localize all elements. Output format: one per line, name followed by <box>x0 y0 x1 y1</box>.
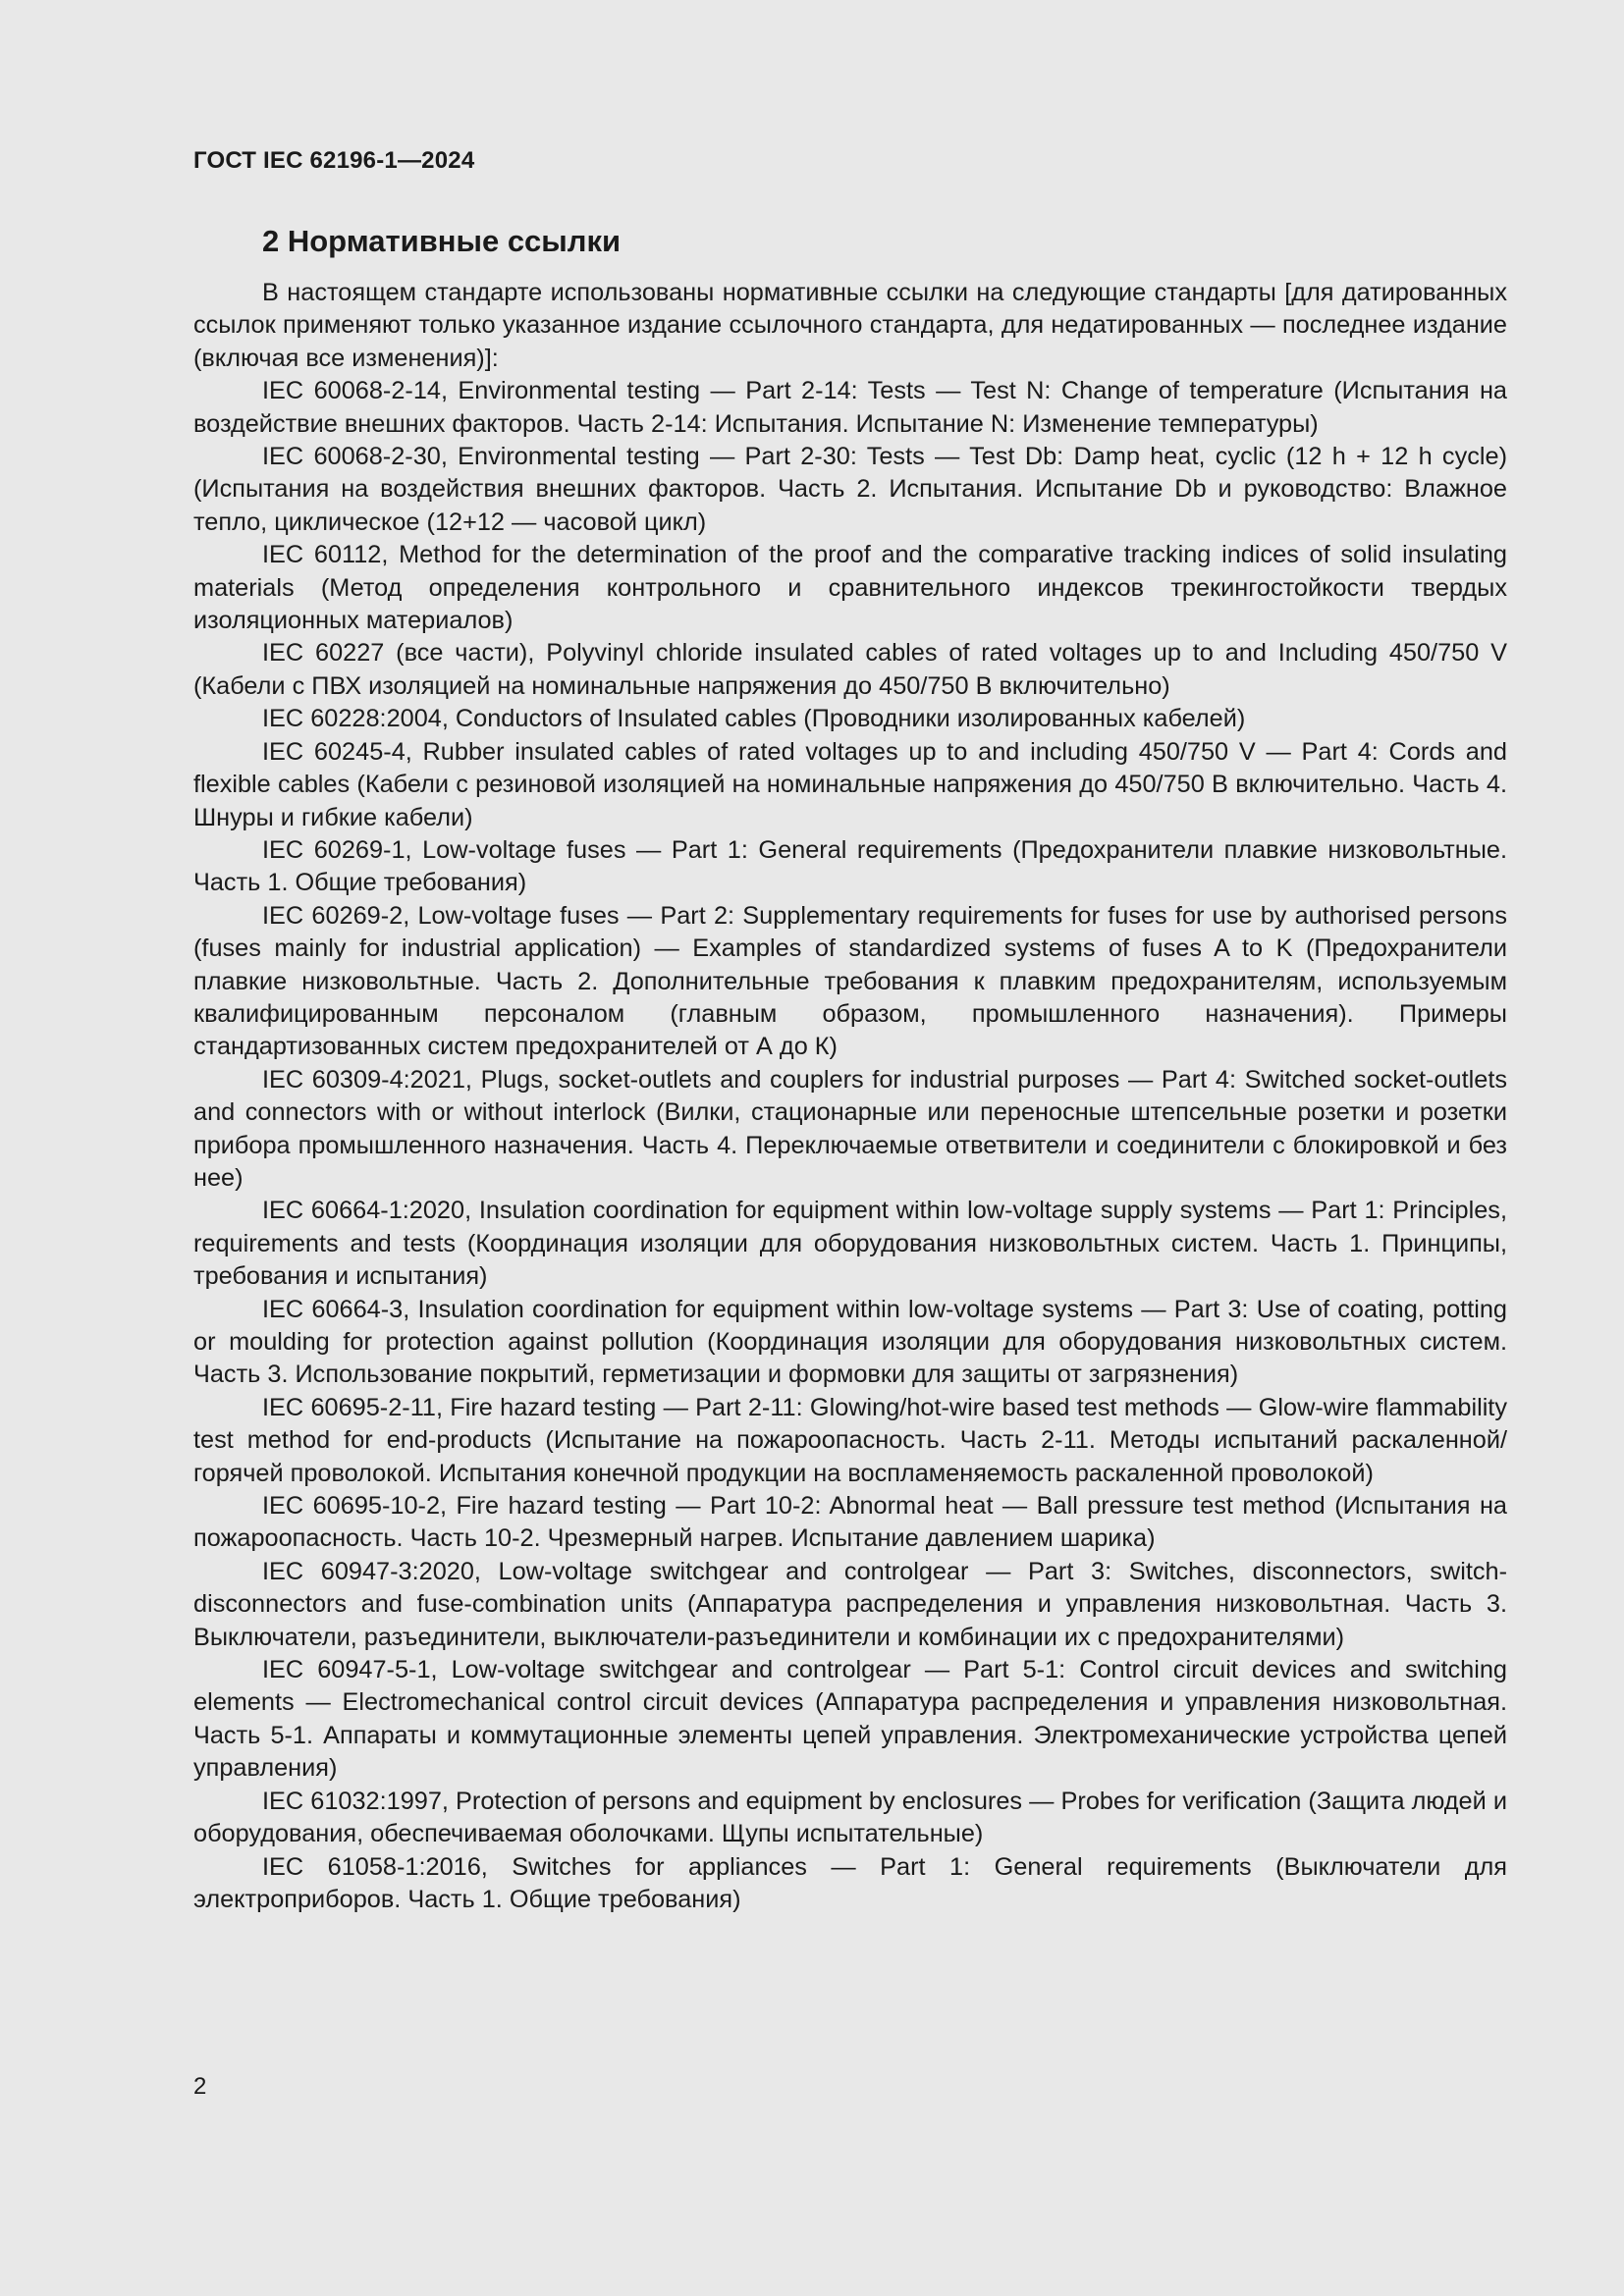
reference-item: IEC 60228:2004, Conductors of Insulated cables (Проводники изолированных кабелей) <box>262 705 1246 733</box>
reference-item: IEC 60664-1:2020, Insulation coordination for equipment within low-voltage supply systems — Part 1: Principles, requirements and tests (Координация изоляции для оборудования низковольтных систем. Часть 1. Принципы, требования и испытания) <box>193 1197 1507 1291</box>
reference-item: IEC 61058-1:2016, Switches for appliances — Part 1: General requirements (Выключатели для электроприборов. Часть 1. Общие требования) <box>193 1852 1507 1913</box>
normative-references-section <box>193 222 1507 1916</box>
reference-item: IEC 61032:1997, Protection of persons and equipment by enclosures — Probes for verification (Защита людей и оборудования, обеспечиваемая оболочками. Щупы испытательные) <box>193 1787 1507 1848</box>
intro-paragraph: В настоящем стандарте использованы нормативные ссылки на следующие стандарты [для датированных ссылок применяют только указанное издание ссылочного стандарта, для недатированных — последнее издание (включая все изменения)]: <box>193 279 1507 372</box>
reference-item: IEC 60269-1, Low-voltage fuses — Part 1: General requirements (Предохранители плавкие низковольтные. Часть 1. Общие требования) <box>193 835 1507 897</box>
reference-item: IEC 60664-3, Insulation coordination for equipment within low-voltage systems — Part 3: Use of coating, potting or moulding for protection against pollution (Координация изоляции для оборудования низковольтных систем. Часть 3. Использование покрытий, герметизации и формовки для защиты от загрязнения) <box>193 1295 1507 1389</box>
document-id-header: ГОСТ IEC 62196-1—2024 <box>193 147 475 174</box>
reference-item: IEC 60269-2, Low-voltage fuses — Part 2: Supplementary requirements for fuses for use by authorised persons (fuses mainly for industrial application) — Examples of standardized systems of fuses A to K (Предохранители плавкие низковольтные. Часть 2. Дополнительные требования к плавким предохранителям, используемым квалифицированным персоналом (главным образом, промышленного назначения). Примеры стандартизованных систем предохранителей от А до К) <box>193 901 1507 1061</box>
section-title: 2 Нормативные ссылки <box>262 224 622 258</box>
reference-item: IEC 60309-4:2021, Plugs, socket-outlets and couplers for industrial purposes — Part 4: Switched socket-outlets and connectors with or without interlock (Вилки, стационарные или переносные штепсельные розетки и розетки прибора промышленного назначения. Часть 4. Переключаемые ответвители и соединители с блокировкой и без нее) <box>193 1065 1507 1192</box>
reference-item: IEC 60947-3:2020, Low-voltage switchgear and controlgear — Part 3: Switches, disconnectors, switch-disconnectors and fuse-combination units (Аппаратура распределения и управления низковольтная. Часть 3. Выключатели, разъединители, выключатели-разъединители и комбинации их с предохранителями) <box>193 1557 1507 1651</box>
reference-item: IEC 60068-2-30, Environmental testing — Part 2-30: Tests — Test Db: Damp heat, cyclic (12 h + 12 h cycle) (Испытания на воздействия внешних факторов. Часть 2. Испытания. Испытание Db и руководство: Влажное тепло, циклическое (12+12 — часовой цикл) <box>193 443 1507 536</box>
reference-item: IEC 60947-5-1, Low-voltage switchgear and controlgear — Part 5-1: Control circuit devices and switching elements — Electromechanical control circuit devices (Аппаратура распределения и управления низковольтная. Часть 5-1. Аппараты и коммутационные элементы цепей управления. Электромеханические устройства цепей управления) <box>193 1656 1507 1783</box>
reference-item: IEC 60245-4, Rubber insulated cables of rated voltages up to and including 450/750 V — Part 4: Cords and flexible cables (Кабели с резиновой изоляцией на номинальные напряжения до 450/750 В включительно. Часть 4. Шнуры и гибкие кабели) <box>193 737 1507 831</box>
reference-item: IEC 60068-2-14, Environmental testing — Part 2-14: Tests — Test N: Change of temperature (Испытания на воздействие внешних факторов. Часть 2-14: Испытания. Испытание N: Изменение температуры) <box>193 377 1507 438</box>
reference-item: IEC 60112, Method for the determination of the proof and the comparative tracking indices of solid insulating materials (Метод определения контрольного и сравнительного индексов трекингостойкости твердых изоляционных материалов) <box>193 541 1507 635</box>
reference-item: IEC 60227 (все части), Polyvinyl chloride insulated cables of rated voltages up to and Including 450/750 V (Кабели с ПВХ изоляцией на номинальные напряжения до 450/750 В включительно) <box>193 639 1507 700</box>
page-number: 2 <box>193 2073 207 2100</box>
reference-item: IEC 60695-2-11, Fire hazard testing — Part 2-11: Glowing/hot-wire based test methods — Glow-wire flammability test method for end-products (Испытание на пожароопасность. Часть 2-11. Методы испытаний раскаленной/горячей проволокой. Испытания конечной продукции на воспламеняемость раскаленной проволокой) <box>193 1393 1507 1487</box>
reference-item: IEC 60695-10-2, Fire hazard testing — Part 10-2: Abnormal heat — Ball pressure test method (Испытания на пожароопасность. Часть 10-2. Чрезмерный нагрев. Испытание давлением шарика) <box>193 1492 1507 1553</box>
